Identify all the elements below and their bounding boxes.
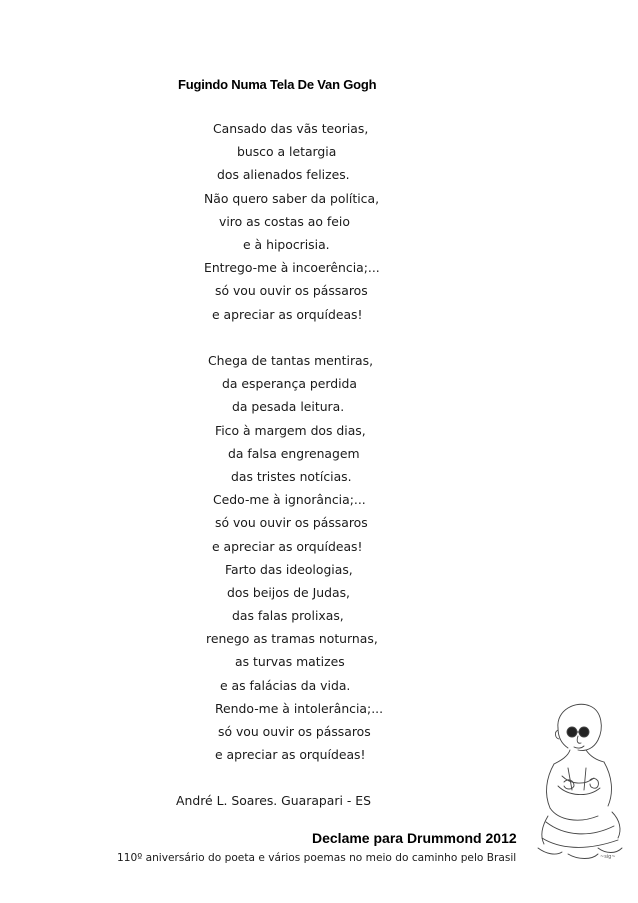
poem-line: Cansado das vãs teorias, — [213, 121, 369, 136]
poem-line: Farto das ideologias, — [225, 561, 353, 577]
stanza-2 — [130, 349, 450, 766]
poem-title: Fugindo Numa Tela De Van Gogh — [178, 77, 377, 92]
poem-line: Fico à margem dos dias, — [215, 422, 366, 438]
poem-line: da falsa engrenagem — [228, 445, 360, 461]
artist-signature: ~sig~ — [600, 854, 616, 860]
poem-line: as turvas matizes — [235, 654, 345, 670]
poem-line: só vou ouvir os pássaros — [215, 283, 368, 299]
poem-line: só vou ouvir os pássaros — [215, 515, 368, 531]
poem-line: busco a letargia — [237, 144, 337, 160]
poem-line: dos alienados felizes. — [217, 167, 350, 183]
poem-line: das tristes notícias. — [231, 468, 352, 484]
poem-line: Rendo-me à intolerância;... — [215, 700, 384, 716]
poem-line: e apreciar as orquídeas! — [212, 538, 363, 554]
footer-title: Declame para Drummond 2012 — [312, 830, 517, 846]
poem-line: renego as tramas noturnas, — [206, 631, 378, 647]
poem-line: e apreciar as orquídeas! — [215, 747, 366, 763]
footer-subtitle: 110º aniversário do poeta e vários poemas no meio do caminho pelo Brasil — [117, 852, 517, 864]
poem-line: dos beijos de Judas, — [227, 584, 350, 600]
poem-line: Chega de tantas mentiras, — [208, 353, 374, 368]
poem-line: da pesada leitura. — [232, 399, 345, 415]
stanza-1 — [130, 117, 450, 326]
poem-line: Não quero saber da política, — [204, 190, 380, 206]
poem-line: Cedo-me à ignorância;... — [213, 492, 366, 508]
poem-line: viro as costas ao feio — [219, 213, 350, 229]
poem-line: Entrego-me à incoerência;... — [204, 260, 380, 276]
poem-line: das falas prolixas, — [232, 608, 344, 624]
poem-line: e as falácias da vida. — [220, 677, 351, 693]
poem-line: e à hipocrisia. — [243, 236, 330, 252]
drummond-caricature-illustration — [528, 698, 628, 868]
poem-line: da esperança perdida — [222, 376, 357, 392]
poem-author: André L. Soares. Guarapari - ES — [176, 793, 371, 808]
poem-line: só vou ouvir os pássaros — [218, 724, 371, 739]
poem-line: e apreciar as orquídeas! — [212, 306, 363, 322]
